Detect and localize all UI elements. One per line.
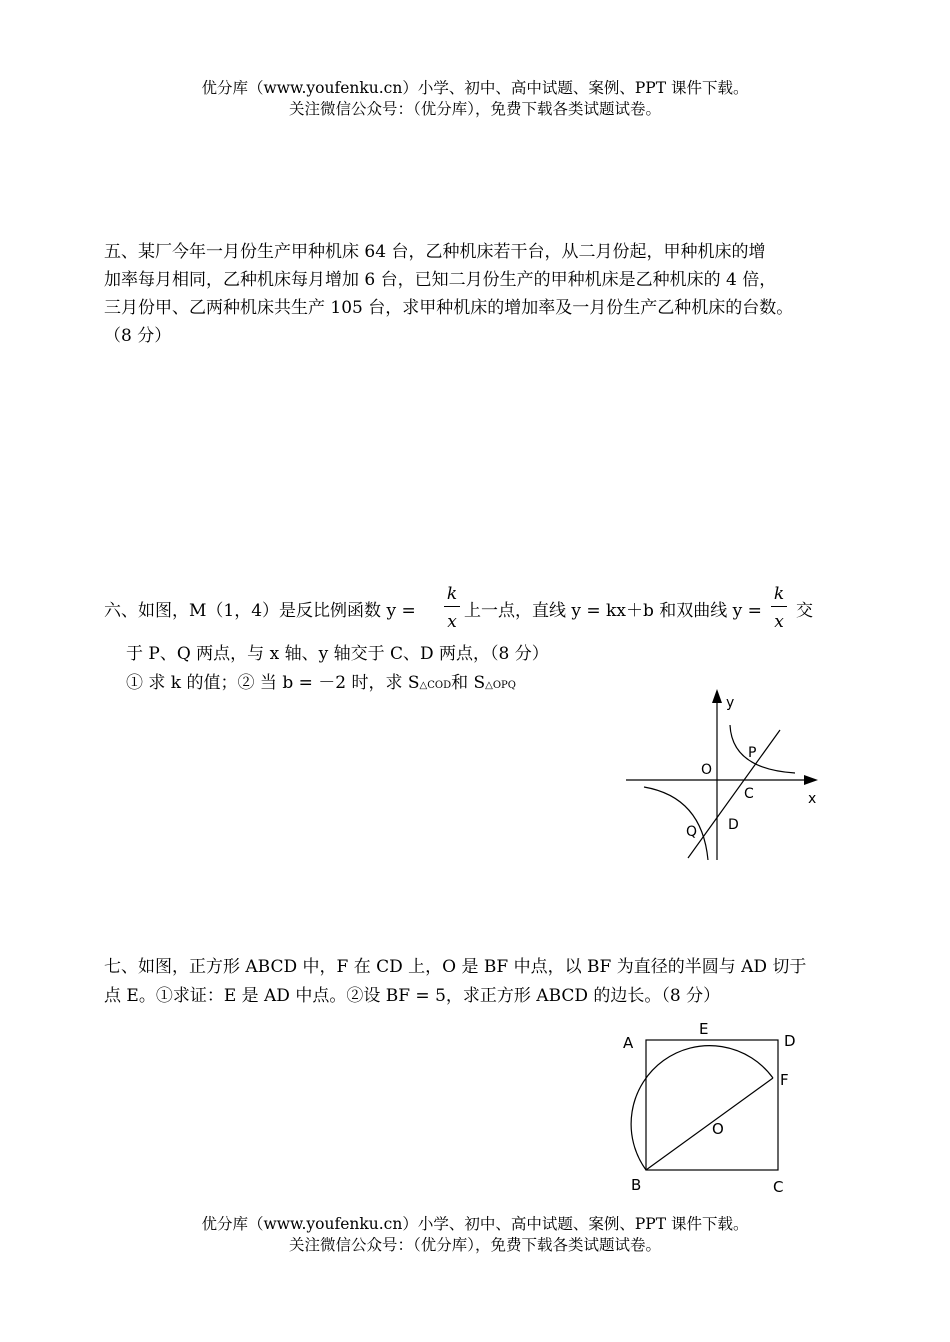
q7-label-a: A <box>623 1034 634 1052</box>
q6-hyperbola-branch-2 <box>644 787 708 860</box>
q6-line-1a: 六、如图，M（1，4）是反比例函数 y = <box>104 601 416 621</box>
q6-frac-1-bar <box>444 606 460 607</box>
q5-line-2: 加率每月相同，乙种机床每月增加 6 台，已知二月份生产的甲种机床是乙种机床的 4 倍， <box>104 270 777 290</box>
q6-frac-1-den: x <box>447 612 457 632</box>
q7-label-o: O <box>712 1120 724 1138</box>
q6-label-d: D <box>728 817 739 833</box>
q6-line-3 <box>126 668 516 693</box>
q6-hyperbola-branch-1 <box>730 725 795 773</box>
q7-line-2: 点 E。①求证：E 是 AD 中点。②设 BF = 5，求正方形 ABCD 的边长。（8 分） <box>104 986 721 1006</box>
q5-line-3: 三月份甲、乙两种机床共生产 105 台，求甲种机床的增加率及一月份生产乙种机床的台数。 <box>104 298 794 318</box>
q5-line-1: 五、某厂今年一月份生产甲种机床 64 台，乙种机床若干台，从二月份起，甲种机床的增 <box>104 242 766 262</box>
q6-label-c: C <box>744 786 754 802</box>
q6-line-3a: ① 求 k 的值；② 当 b = －2 时，求 S <box>126 673 420 693</box>
header-line-1: 优分库（www.youfenku.cn）小学、初中、高中试题、案例、PPT 课件下载。 <box>201 79 749 97</box>
q6-sub-opq: △OPQ <box>485 680 516 691</box>
q6-line-3b: 和 S <box>451 673 486 693</box>
q6-frac-1-num: k <box>446 584 458 604</box>
q7-label-b: B <box>631 1176 642 1194</box>
q7-label-f: F <box>780 1071 789 1089</box>
q6-label-q: Q <box>686 824 698 840</box>
q7-figure <box>615 1018 805 1198</box>
q6-line-2: 于 P、Q 两点，与 x 轴、y 轴交于 C、D 两点，（8 分） <box>126 644 549 664</box>
q7-segment-bf <box>646 1078 773 1170</box>
q6-x-arrow <box>804 775 818 785</box>
q6-label-p: P <box>748 745 757 761</box>
q6-line-pq <box>688 730 780 858</box>
q6-y-arrow <box>712 689 722 703</box>
header-line-2: 关注微信公众号：（优分库），免费下载各类试题试卷。 <box>288 100 661 118</box>
q6-label-y: y <box>726 695 735 711</box>
q6-line-1b: 上一点，直线 y = kx＋b 和双曲线 y = <box>464 601 762 621</box>
q7-semicircle <box>631 1046 773 1170</box>
q6-label-o: O <box>701 762 713 778</box>
q5-line-4: （8 分） <box>104 326 172 346</box>
q7-label-d: D <box>784 1032 796 1050</box>
footer-line-2: 关注微信公众号：（优分库），免费下载各类试题试卷。 <box>288 1236 661 1254</box>
footer-line-1: 优分库（www.youfenku.cn）小学、初中、高中试题、案例、PPT 课件下载。 <box>201 1215 749 1233</box>
q6-figure <box>620 685 835 865</box>
q7-label-e: E <box>699 1020 709 1038</box>
q7-label-c: C <box>773 1178 784 1196</box>
question-5 <box>104 238 884 350</box>
q6-label-x: x <box>808 791 817 807</box>
q6-line-1c: 交 <box>796 601 813 621</box>
q6-sub-cod: △COD <box>419 680 452 691</box>
q6-frac-2-den: x <box>774 612 784 632</box>
q6-frac-2-num: k <box>773 584 785 604</box>
q7-line-1: 七、如图，正方形 ABCD 中，F 在 CD 上，O 是 BF 中点，以 BF 为直径的半圆与 AD 切于 <box>104 957 807 977</box>
q6-frac-2-bar <box>771 606 787 607</box>
